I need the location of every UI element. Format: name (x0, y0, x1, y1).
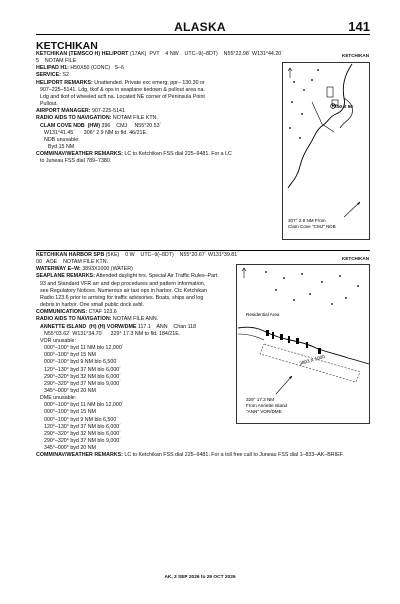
harbor-diagram (236, 264, 370, 424)
manager-label: AIRPORT MANAGER: (36, 108, 91, 115)
seaplane-remarks-line-2: 93 and Standard VFR arr and dep procedures and pattern information, (40, 280, 206, 287)
ndb-unusable-title: NDB unusable: (44, 136, 80, 143)
heliport-h-label: H1 (331, 103, 337, 109)
dme-unusable-3: 000°–100° byd 9 NM blo 6,500´ (44, 416, 119, 423)
ndb-line-2: W131°41.45´ 306° 2.9 NM to fld. 46/21E. (44, 129, 148, 136)
dme-unusable-7: 345°–000° byd 20 NM (44, 445, 96, 452)
harbor-bearing-1: 329° 17.3 NM (246, 397, 275, 402)
seaplane-remarks-label: SEAPLANE REMARKS: (36, 273, 95, 280)
dme-unusable-5: 290°–320° byd 32 NM blo 6,000´ (44, 430, 121, 437)
harbor-bearing-3: "ANN" VOR/DME (246, 409, 282, 414)
heliport-bearing-1: 307° 2.9 NM From (288, 218, 326, 223)
heliport-remarks-text-1: Unattended. Private exc emerg; ppr– 130.30 or (94, 79, 205, 86)
heliport-name: KETCHIKAN (TEMSCO H) HELIPORT (36, 51, 129, 57)
heliport-bearing-2: Clam Cove "CMJ" NDB (288, 224, 336, 229)
heliport-side-tag: KETCHIKAN (342, 53, 370, 58)
dme-unusable-4: 120°–130° byd 37 NM blo 6,000´ (44, 423, 121, 430)
dme-unusable-1: 000°–100° byd 11 NM blo 12,000´ (44, 402, 124, 409)
page-number: 141 (348, 19, 370, 34)
harbor-comm-label: COMM/NAV/WEATHER REMARKS: (36, 452, 123, 459)
state-heading: ALASKA (174, 20, 226, 34)
seaplane-remarks-line-4: Radio 123.6 prior to arriving for traffic advisories. Boats, ships and log (40, 294, 204, 301)
vor-unusable-2: 000°–100° byd 15 NM (44, 352, 96, 359)
heliport-radio-value: NOTAM FILE KTN. (112, 115, 158, 122)
heliport-elev-line: 5 NOTAM FILE (36, 58, 77, 65)
harbor-title-details: (5KE) 0 W UTC–9(–8DT) N55°20.67´ W131°39.81´ (105, 252, 239, 258)
entry-separator (36, 250, 370, 251)
vor-unusable-6: 290°–320° byd 37 NM blo 9,000´ (44, 380, 121, 387)
dme-unusable-6: 290°–320° byd 37 NM blo 9,000´ (44, 438, 121, 445)
dme-unusable-2: 000°–100° byd 15 NM (44, 409, 96, 416)
vor-unusable-7: 345°–000° byd 20 NM (44, 387, 96, 394)
helipad-value: H50X50 (CONC) S–6 (70, 65, 124, 72)
manager-value: 907-225-5141 (91, 108, 125, 115)
heliport-comm-text-1: LC to Ketchikan FSS dial 225–9481. For a LC (124, 151, 232, 158)
vor-unusable-title: VOR unusable: (40, 337, 76, 344)
heliport-comm-label: COMM/NAV/WEATHER REMARKS: (36, 151, 123, 158)
communications-value: CTAF 123.6 (88, 309, 117, 316)
harbor-side-tag: KETCHIKAN (342, 256, 370, 261)
vor-unusable-4: 120°–130° byd 37 NM blo 6,000´ (44, 366, 121, 373)
heliport-radio-label: RADIO AIDS TO NAVIGATION: (36, 115, 112, 122)
heliport-remarks-line-4: Pullout. (40, 101, 58, 108)
harbor-elev-line: 00 AOE NOTAM FILE KTN. (36, 259, 109, 266)
seaplane-remarks-line-5: debris in harbor. One small public dock avbl. (40, 302, 144, 309)
seaplane-remarks-text-1: Attended daylight hrs. Special Air Traffic Rules–Part (96, 273, 218, 280)
communications-label: COMMUNICATIONS: (36, 309, 88, 316)
heliport-title-details: (17AK) PVT 4 NW UTC–9(–8DT) N55°22.98´ W131°44.20´ (129, 51, 283, 57)
harbor-comm-line (36, 452, 366, 459)
dme-unusable-title: DME unusable: (40, 395, 77, 402)
harbor-title-line (36, 252, 366, 259)
service-value: S2 (62, 72, 69, 79)
city-heading: KETCHIKAN (36, 40, 98, 52)
heliport-remarks-label: HELIPORT REMARKS: (36, 79, 93, 86)
heliport-remarks-line-3: Ldg and tkof of wheeled acft na. Located NE corner of Peninsula Point (40, 93, 205, 100)
ndb-unusable-value: Byd 15 NM (48, 144, 75, 151)
harbor-radio-label: RADIO AIDS TO NAVIGATION: (36, 316, 112, 323)
vor-line-2: N55°03.62´ W131°34.70´ 329° 17.3 NM to fld. 184/21E. (44, 330, 181, 337)
harbor-bearing-2: From Annette Island (246, 403, 288, 408)
residential-label: Residential Area (246, 312, 280, 317)
ndb-details: 396 CMJ N55°20.53´ (101, 122, 162, 129)
header-rule (36, 34, 370, 35)
waterway-dimension-label: 3893 X 1000 (298, 353, 326, 366)
harbor-comm-text: LC to Ketchikan FSS dial 225–9481. For a toll free call to Juneau FSS dial 1–833–AK–BRIEF. (124, 452, 344, 459)
heliport-comm-line-2: to Juneau FSS dial 789–7380. (40, 158, 112, 165)
waterway-value: 3893X1000 (WATER) (82, 266, 133, 273)
heliport-pad-label: 50 X 50 (337, 104, 353, 109)
vor-details: 117.1 ANN Chan 118 (137, 323, 197, 330)
harbor-name: KETCHIKAN HARBOR SPB (36, 252, 105, 258)
harbor-radio-value: NOTAM FILE ANN. (112, 316, 159, 323)
service-label: SERVICE: (36, 72, 61, 79)
vor-unusable-1: 000°–100° byd 11 NM blo 12,000´ (44, 345, 124, 352)
helipad-label: HELIPAD H1: (36, 65, 69, 72)
ndb-label: CLAM COVE NDB (HW) (40, 122, 101, 129)
waterway-label: WATERWAY E–W: (36, 266, 81, 273)
vor-unusable-3: 000°–100° byd 9 NM blo 6,500´ (44, 359, 119, 366)
page-footer: AK, 3 SEP 2026 to 29 OCT 2026 (164, 575, 236, 580)
seaplane-remarks-line-3: see Regulatory Notices. Numerous air taxi ops in harbor. Ctc Ketchikan (40, 287, 207, 294)
vor-label: ANNETTE ISLAND (H) (H) VORW/DME (40, 323, 137, 330)
heliport-diagram (282, 62, 370, 240)
heliport-title-line (36, 51, 366, 58)
vor-unusable-5: 290°–320° byd 32 NM blo 6,000´ (44, 373, 121, 380)
heliport-remarks-line-2: 907–225–5141. Ldg, tkof & ops in seaplane tiedown & pullout area na. (40, 86, 205, 93)
